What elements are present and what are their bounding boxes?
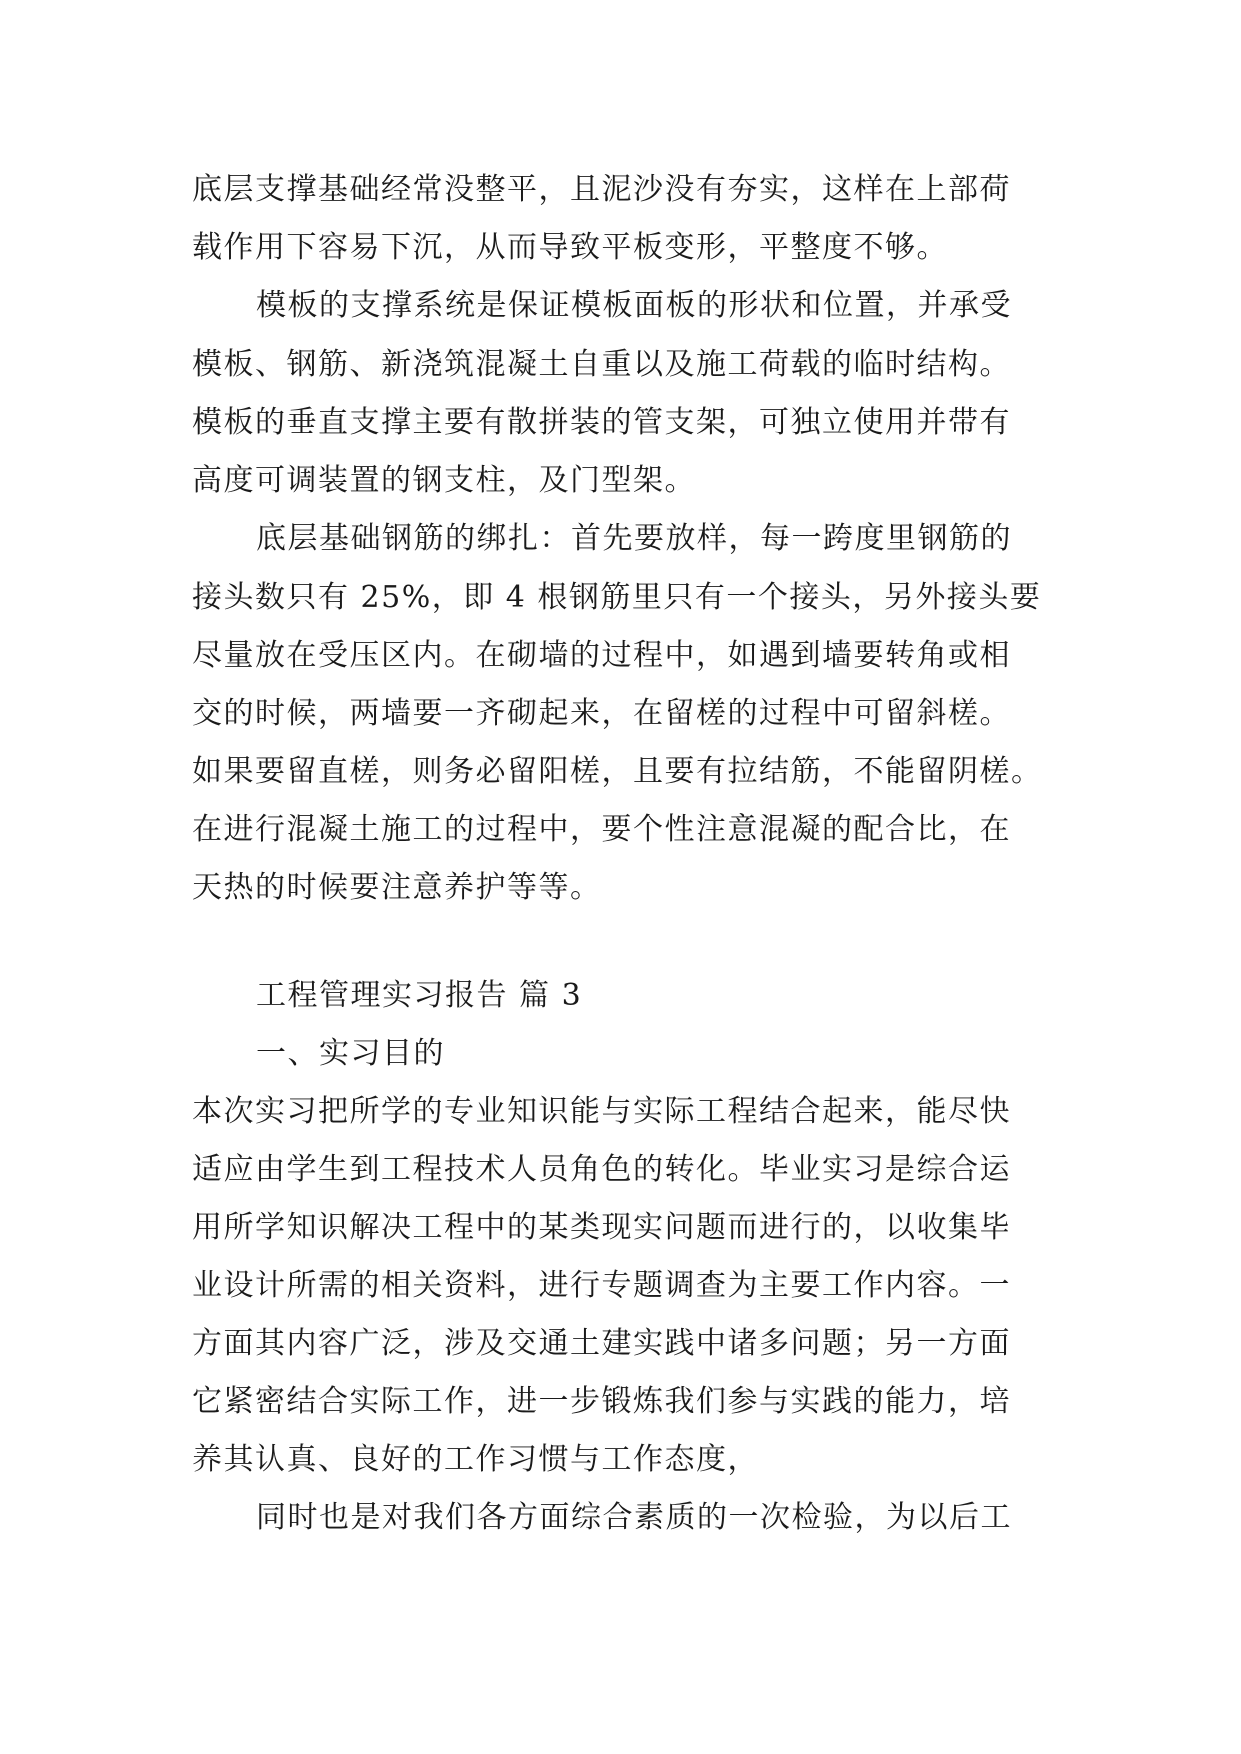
paragraph-line: 载作用下容易下沉，从而导致平板变形，平整度不够。 bbox=[192, 230, 948, 265]
paragraph-line: 模板、钢筋、新浇筑混凝土自重以及施工荷载的临时结构。 bbox=[192, 347, 1011, 382]
paragraph-line: 底层支撑基础经常没整平，且泥沙没有夯实，这样在上部荷 bbox=[192, 172, 1011, 207]
paragraph-line: 如果要留直槎，则务必留阳槎，且要有拉结筋，不能留阴槎。 bbox=[192, 754, 1043, 789]
paragraph-line: 养其认真、良好的工作习惯与工作态度， bbox=[192, 1442, 759, 1477]
paragraph-line: 用所学知识解决工程中的某类现实问题而进行的，以收集毕 bbox=[192, 1210, 1011, 1245]
chapter-title: 工程管理实习报告 篇 3 bbox=[256, 978, 583, 1013]
paragraph-line: 模板的支撑系统是保证模板面板的形状和位置，并承受 bbox=[256, 288, 1012, 323]
paragraph-line: 底层基础钢筋的绑扎：首先要放样，每一跨度里钢筋的 bbox=[256, 521, 1012, 556]
paragraph-line: 在进行混凝土施工的过程中，要个性注意混凝的配合比，在 bbox=[192, 812, 1011, 847]
paragraph-line: 本次实习把所学的专业知识能与实际工程结合起来，能尽快 bbox=[192, 1094, 1011, 1129]
section-subheading: 一、实习目的 bbox=[256, 1036, 445, 1071]
paragraph-line: 它紧密结合实际工作，进一步锻炼我们参与实践的能力，培 bbox=[192, 1384, 1011, 1419]
paragraph-line: 适应由学生到工程技术人员角色的转化。毕业实习是综合运 bbox=[192, 1152, 1011, 1187]
paragraph-line: 模板的垂直支撑主要有散拼装的管支架，可独立使用并带有 bbox=[192, 405, 1011, 440]
paragraph-line: 业设计所需的相关资料，进行专题调查为主要工作内容。一 bbox=[192, 1268, 1011, 1303]
paragraph-line: 天热的时候要注意养护等等。 bbox=[192, 870, 602, 905]
paragraph-line: 方面其内容广泛，涉及交通土建实践中诸多问题；另一方面 bbox=[192, 1326, 1011, 1361]
paragraph-line: 高度可调装置的钢支柱，及门型架。 bbox=[192, 463, 696, 498]
paragraph-line: 接头数只有 25%，即 4 根钢筋里只有一个接头，另外接头要 bbox=[192, 580, 1042, 615]
paragraph-line: 同时也是对我们各方面综合素质的一次检验，为以后工 bbox=[256, 1500, 1012, 1535]
paragraph-line: 交的时候，两墙要一齐砌起来，在留槎的过程中可留斜槎。 bbox=[192, 696, 1011, 731]
paragraph-line: 尽量放在受压区内。在砌墙的过程中，如遇到墙要转角或相 bbox=[192, 638, 1011, 673]
